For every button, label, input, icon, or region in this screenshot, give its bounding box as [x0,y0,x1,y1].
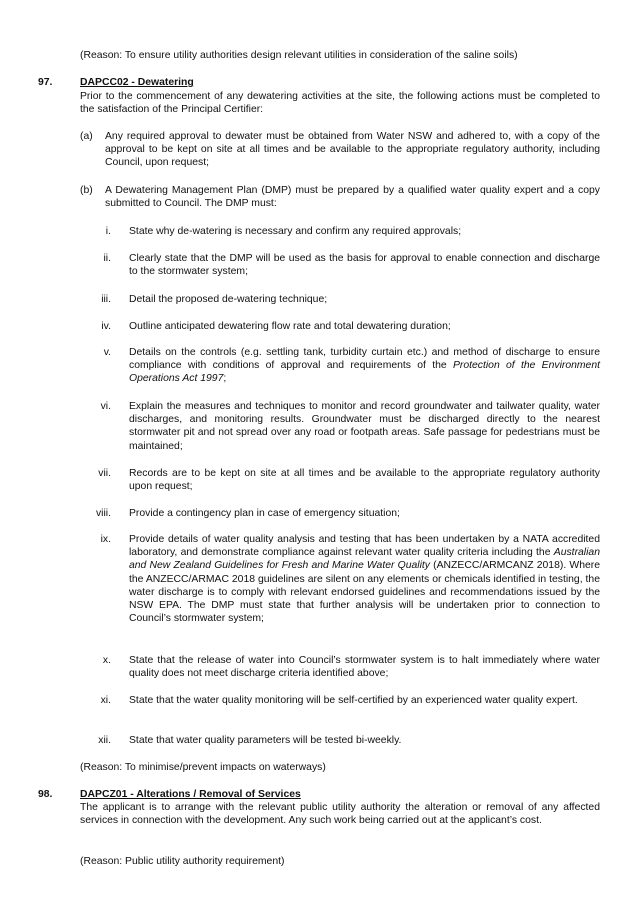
clause-97-number: 97. [38,77,53,88]
subitem-text: State that the water quality monitoring will be self-certified by an experienced water quality expert. [129,695,578,706]
subitem-number: xii. [98,735,111,746]
reason-saline: (Reason: To ensure utility authorities design relevant utilities in consideration of the saline soils) [80,50,518,61]
guidelines-name: Australian and New Zealand Guidelines for Fresh and Marine Water Quality [129,547,600,572]
subitem-number: ii. [103,253,111,264]
subitem-text: State that the release of water into Council’s stormwater system is to halt immediately where water quality does not meet discharge criteria identified above; [129,655,600,680]
subitem-number: v. [103,347,111,358]
subitem-number: iv. [101,321,111,332]
clause-97-intro: Prior to the commencement of any dewatering activities at the site, the following actions must be completed to the satisfaction of the Principal Certifier: [80,91,600,116]
subitem-text: State that water quality parameters will be tested bi-weekly. [129,735,402,746]
subitem-text [129,533,600,625]
reason-waterways: (Reason: To minimise/prevent impacts on waterways) [80,762,326,773]
clause-98-number: 98. [38,789,53,800]
subitem-text: Records are to be kept on site at all times and be available to the appropriate regulatory authority upon request; [129,468,600,493]
subitem-number: xi. [100,695,111,706]
subitem-number: viii. [95,508,111,519]
subitem-text-part: Provide details of water quality analysis and testing that has been undertaken by a NATA accredited laboratory, and demonstrate compliance against relevant water quality criteria including the [129,534,600,559]
item-a-text: Any required approval to dewater must be obtained from Water NSW and adhered to, with a copy of the approval to be kept on site at all times and be available to the appropriate regulatory authority, including Council, upon request; [105,131,600,169]
subitem-number: vi. [100,401,111,412]
subitem-text: Explain the measures and techniques to monitor and record groundwater and tailwater quality, water discharges, and monitoring results. Groundwater must be discharged directly to the nearest stormwater pit and not spread over any road or footpath areas. Safe passage for pedestrians must be maintained; [129,401,600,452]
act-name: Protection of the Environment Operations Act 1997 [129,360,600,385]
subitem-text: Outline anticipated dewatering flow rate and total dewatering duration; [129,321,451,332]
subitem-text-part: (ANZECC/ARMCANZ 2018). Where the ANZECC/ARMAC 2018 guidelines are silent on any elements or chemicals identified in testing, the water discharge is to comply with relevant endorsed guidelines and recommendations issued by the NSW EPA. The DMP must state that further analysis will be undertaken prior to connection to Council’s stormwater system; [129,560,600,625]
clause-98-title: DAPCZ01 - Alterations / Removal of Services [80,789,301,800]
subitem-number: ix. [100,534,111,545]
subitem-number: vii. [98,468,111,479]
subitem-text-part: ; [223,373,227,385]
item-b-label: (b) [80,185,93,196]
subitem-text: Detail the proposed de-watering technique; [129,294,328,305]
subitem-text-part: Details on the controls (e.g. settling tank, turbidity curtain etc.) and method of discharge to ensure compliance with conditions of approval and requirements of the [129,347,600,372]
subitem-number: x. [102,655,111,666]
reason-utility: (Reason: Public utility authority requirement) [80,856,285,867]
clause-98-body: The applicant is to arrange with the relevant public utility authority the alteration or removal of any affected services in connection with the development. Any such work being carried out at the applicant’s cost. [80,802,600,827]
item-a-label: (a) [80,131,93,142]
clause-97-title: DAPCC02 - Dewatering [80,77,194,88]
subitem-number: iii. [101,294,111,305]
subitem-text [129,346,600,386]
item-b-text: A Dewatering Management Plan (DMP) must be prepared by a qualified water quality expert and a copy submitted to Council. The DMP must: [105,185,600,210]
subitem-number: i. [105,226,111,237]
subitem-text: Clearly state that the DMP will be used as the basis for approval to enable connection and discharge to the stormwater system; [129,253,600,278]
subitem-text: State why de-watering is necessary and confirm any required approvals; [129,226,462,237]
subitem-text: Provide a contingency plan in case of emergency situation; [129,508,400,519]
